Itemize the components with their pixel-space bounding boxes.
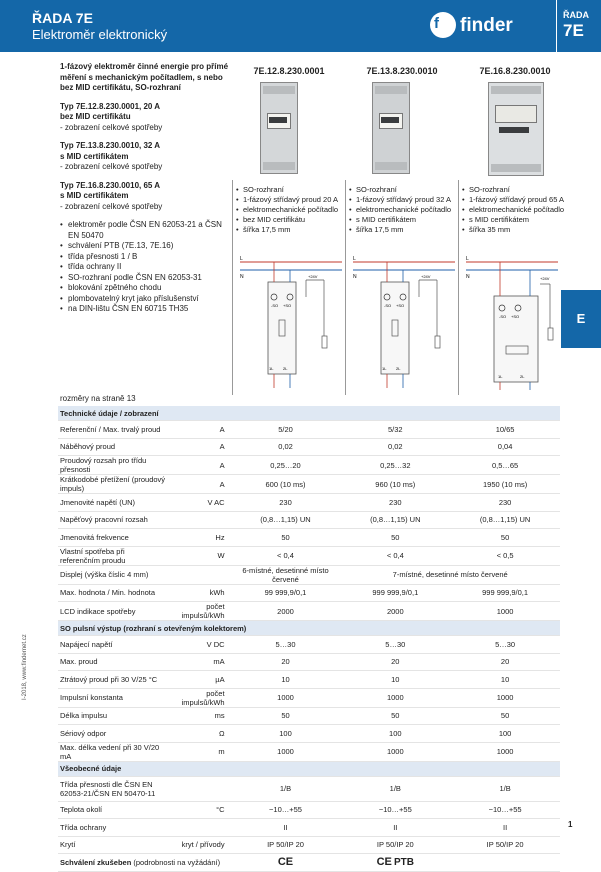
- list-item: • SO-rozhraní: [236, 185, 346, 195]
- label-24v: +24V: [308, 274, 318, 279]
- product-image-7e12: [260, 82, 298, 174]
- list-item: • SO-rozhraní podle ČSN EN 62053-31: [60, 273, 232, 284]
- list-item: • SO-rozhraní: [462, 185, 572, 195]
- list-item: • třída ochrany II: [60, 262, 232, 273]
- page-number: 1: [568, 820, 573, 829]
- series-corner-tab: [556, 0, 601, 52]
- variant-type: Typ 7E.12.8.230.0001, 20 A: [60, 101, 161, 111]
- table-row: Max. proud mA 20 20 20: [58, 653, 560, 671]
- table-row: Teplota okolí °C −10…+55 −10…+55 −10…+55: [58, 801, 560, 819]
- approvals-note: (podrobnosti na vyžádání): [133, 857, 221, 867]
- label-so-plus: +SO: [511, 314, 520, 319]
- section-header: Technické údaje / zobrazení: [58, 406, 560, 421]
- label-so-minus: -SO: [271, 303, 279, 308]
- list-item: • bez MID certifikátu: [236, 215, 346, 225]
- wiring-diagram-7e13: [347, 252, 457, 392]
- table-row: Jmenovitá frekvence Hz 50 50 50: [58, 529, 560, 547]
- series-subtitle: Elektroměr elektronický: [32, 27, 168, 42]
- list-item: • na DIN-lištu ČSN EN 60715 TH35: [60, 304, 232, 315]
- list-item: • 1-fázový střídavý proud 32 A: [349, 195, 459, 205]
- finder-logo-text: finder: [460, 15, 513, 36]
- label-out-2: 2L: [283, 366, 288, 371]
- table-row: Referenční / Max. trvalý proud A 5/20 5/32 10/65: [58, 421, 560, 439]
- table-row: [58, 854, 560, 872]
- table-row: Jmenovité napětí (UN) V AC 230 230 230: [58, 494, 560, 512]
- list-item: • plombovatelný kryt jako příslušenství: [60, 294, 232, 305]
- label-so-minus: -SO: [384, 303, 392, 308]
- product-features: [349, 185, 459, 235]
- label-in-1: 1L: [498, 374, 503, 379]
- product-features: [236, 185, 346, 235]
- wiring-diagram-7e16: [460, 252, 560, 392]
- table-row: Třída ochrany II II II: [58, 819, 560, 837]
- table-row: Krátkodobé přetížení (proudový impuls) A 600 (10 ms) 960 (10 ms) 1950 (10 ms): [58, 475, 560, 494]
- spec-table: [58, 406, 560, 872]
- variant-cert: s MID certifikátem: [60, 191, 129, 200]
- list-item: • schválení PTB (7E.13, 7E.16): [60, 241, 232, 252]
- table-row: Sériový odpor Ω 100 100 100: [58, 725, 560, 743]
- list-item: • blokování zpětného chodu: [60, 283, 232, 294]
- variant-note: - zobrazení celkové spotřeby: [60, 201, 163, 211]
- list-item: • SO-rozhraní: [349, 185, 459, 195]
- list-item: • třída přesnosti 1 / B: [60, 252, 232, 263]
- table-row: Krytí kryt / přívody IP 50/IP 20 IP 50/IP 20 IP 50/IP 20: [58, 836, 560, 854]
- label-l: L: [240, 256, 243, 262]
- table-row: Napěťový pracovní rozsah (0,8…1,15) UN (0,8…1,15) UN (0,8…1,15) UN: [58, 511, 560, 529]
- table-row: Napájecí napětí V DC 5…30 5…30 5…30: [58, 636, 560, 654]
- list-item: • elektromechanické počítadlo: [236, 205, 346, 215]
- product-features: [462, 185, 572, 235]
- label-out-1: 1L: [269, 366, 274, 371]
- product-image-7e16: [488, 82, 544, 176]
- dimensions-note: rozměry na straně 13: [60, 394, 136, 403]
- label-so-plus: +SO: [396, 303, 405, 308]
- label-l: L: [353, 256, 356, 262]
- ce-mark-icon: CE: [376, 856, 392, 869]
- variant-cert: s MID certifikátem: [60, 151, 129, 161]
- series-title: ŘADA 7E: [32, 10, 93, 26]
- table-row: Vlastní spotřeba při referenčním proudu W < 0,4 < 0,4 < 0,5: [58, 546, 560, 565]
- feature-list: [60, 220, 232, 315]
- label-l: L: [466, 256, 469, 262]
- finder-logo: [430, 12, 550, 42]
- table-row: Třída přesnosti dle ČSN EN 62053-21/ČSN EN 50470-11 1/B 1/B 1/B: [58, 776, 560, 801]
- variant-note: - zobrazení celkové spotřeby: [60, 162, 163, 171]
- corner-series-code: 7E: [563, 21, 584, 40]
- list-item: • s MID certifikátem: [462, 215, 572, 225]
- table-row: Ztrátový proud při 30 V/25 °C µA 10 10 10: [58, 671, 560, 689]
- section-header: SO pulsní výstup (rozhraní s otevřeným kolektorem): [58, 621, 560, 636]
- finder-logo-icon: f: [430, 12, 456, 38]
- list-item: • elektroměr podle ČSN EN 62053-21 a ČSN EN 50470: [60, 220, 232, 241]
- label-24v: +24V: [540, 276, 550, 281]
- table-row: LCD indikace spotřeby počet impulsů/kWh 2000 2000 1000: [58, 602, 560, 621]
- column-divider: [232, 180, 233, 395]
- product-code: 7E.13.8.230.0010: [366, 66, 438, 76]
- table-row: Max. hodnota / Min. hodnota kWh 99 999,9/0,1 999 999,9/0,1 999 999,9/0,1: [58, 584, 560, 602]
- label-in-2: 2L: [520, 374, 525, 379]
- variant-cert: bez MID certifikátu: [60, 112, 131, 121]
- label-out-2: 2L: [396, 366, 401, 371]
- table-row: Max. délka vedení při 30 V/20 mA m 1000 1000 1000: [58, 742, 560, 761]
- table-row: Délka impulsu ms 50 50 50: [58, 707, 560, 725]
- list-item: • 1-fázový střídavý proud 65 A: [462, 195, 572, 205]
- table-row: Náběhový proud A 0,02 0,02 0,04: [58, 438, 560, 456]
- label-n: N: [466, 274, 470, 280]
- ptb-mark-icon: PTB: [393, 857, 414, 869]
- table-row: Impulsní konstanta počet impulsů/kWh 1000 1000 1000: [58, 688, 560, 707]
- label-n: N: [240, 274, 244, 280]
- product-image-7e13: [372, 82, 410, 174]
- list-item: • šířka 17,5 mm: [349, 225, 459, 235]
- list-item: • elektromechanické počítadlo: [462, 205, 572, 215]
- label-so-plus: +SO: [283, 303, 292, 308]
- list-item: • šířka 35 mm: [462, 225, 572, 235]
- section-header: Všeobecné údaje: [58, 761, 560, 776]
- footer-side-note: I-2018, www.findernet.cz: [22, 634, 28, 700]
- corner-series-label: ŘADA: [563, 10, 589, 20]
- table-row: Displej (výška číslic 4 mm) 6-místné, desetinné místo červené 7-místné, desetinné místo červené: [58, 565, 560, 584]
- wiring-diagram-7e12: [234, 252, 344, 392]
- label-so-minus: -SO: [499, 314, 507, 319]
- label-n: N: [353, 274, 357, 280]
- list-item: • s MID certifikátem: [349, 215, 459, 225]
- variant-type: Typ 7E.13.8.230.0010, 32 A: [60, 141, 161, 150]
- page-header: [0, 0, 556, 52]
- list-item: • elektromechanické počítadlo: [349, 205, 459, 215]
- label-out-1: 1L: [382, 366, 387, 371]
- label-24v: +24V: [421, 274, 431, 279]
- variant-type: Typ 7E.16.8.230.0010, 65 A: [60, 180, 161, 190]
- list-item: • 1-fázový střídavý proud 20 A: [236, 195, 346, 205]
- product-code: 7E.12.8.230.0001: [253, 66, 325, 76]
- section-tab-e[interactable]: E: [561, 290, 601, 348]
- intro-title: 1-fázový elektroměr činné energie pro přímé měření s mechanickým počítadlem, s nebo bez MID certifikátu, SO-rozhraní: [60, 62, 229, 92]
- variant-note: - zobrazení celkové spotřeby: [60, 122, 163, 132]
- list-item: • šířka 17,5 mm: [236, 225, 346, 235]
- table-row: Proudový rozsah pro třídu přesnosti A 0,25…20 0,25…32 0,5…65: [58, 456, 560, 475]
- approvals-label: Schválení zkušeben: [60, 857, 132, 867]
- intro-column: [60, 62, 232, 315]
- ce-mark-icon: CE: [277, 856, 294, 869]
- product-code: 7E.16.8.230.0010: [479, 66, 551, 76]
